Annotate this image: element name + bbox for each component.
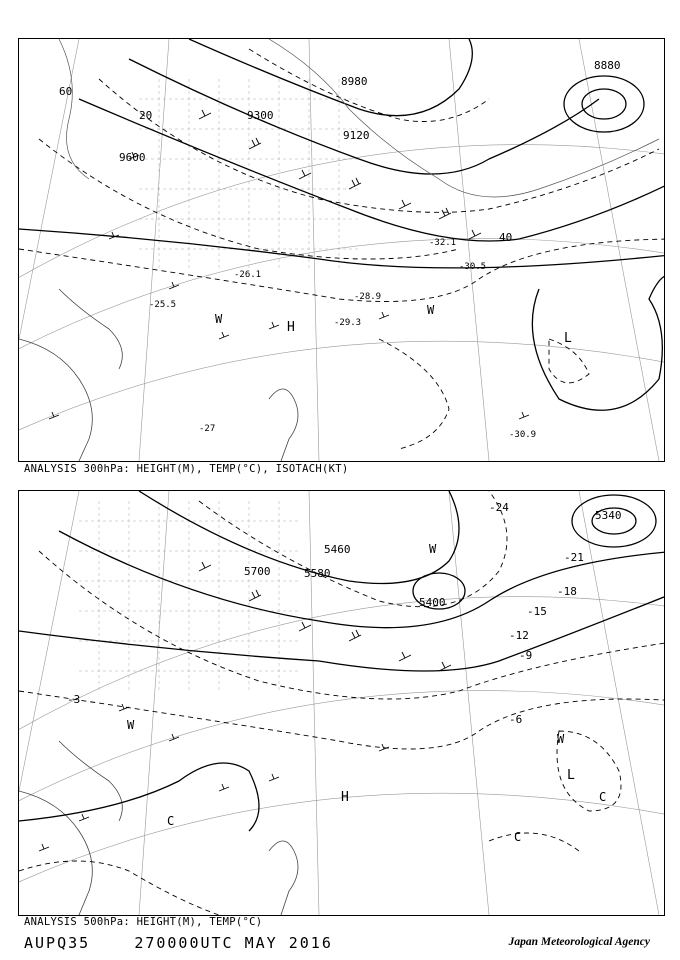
isotherms [19,49,664,449]
temp-label-7: -32.1 [429,238,457,248]
temp-contour-label-m3: -3 [67,693,81,706]
warm-marker-3: W [557,732,565,746]
isotach-label-20: 20 [139,109,153,122]
height-label-5340: 5340 [595,509,622,522]
height-label-9120: 9120 [343,129,370,142]
warm-marker-2: W [127,718,135,732]
map-labels-500 [67,501,622,844]
cold-marker-2: C [514,830,522,844]
temp-label-1: -27 [199,424,216,434]
height-label-8880: 8880 [594,59,621,72]
cold-marker-3: C [599,790,607,804]
map-300hpa-svg [19,39,664,461]
height-label-8980: 8980 [341,75,368,88]
cold-marker-1: C [167,814,175,828]
map-500hpa-svg [19,491,664,915]
temp-contour-label-m24: -24 [489,501,509,514]
coastline [19,289,298,461]
warm-marker-1: W [429,542,437,556]
temp-contour-label-m12: -12 [509,629,529,642]
high-pressure-marker: H [341,790,349,805]
chart-code: AUPQ35 [24,934,91,952]
chart-valid-time: 270000UTC MAY 2016 [134,934,333,952]
caption-500hpa: ANALYSIS 500hPa: HEIGHT(M), TEMP(°C) [24,916,263,928]
isotach-label-60: 60 [59,85,73,98]
map-panel-500hpa [18,490,665,916]
height-label-5580: 5580 [304,567,331,580]
high-pressure-marker: H [287,320,295,335]
temp-label-6: -29.3 [334,318,362,328]
caption-300hpa: ANALYSIS 300hPa: HEIGHT(M), TEMP(°C), ISOTACH(KT) [24,463,349,475]
grid-cells [139,79,359,269]
height-label-5700: 5700 [244,565,271,578]
low-pressure-marker: L [567,768,575,783]
height-contours [19,39,664,410]
temp-label-8: -30.5 [459,262,487,272]
temp-contour-label-m18: -18 [557,585,577,598]
temp-label-5: -30.9 [509,430,537,440]
grid-cells [79,501,299,691]
warm-marker-2: W [215,312,223,326]
temp-contour-label-m6: -6 [509,713,523,726]
coastline [19,741,298,915]
temp-label-2: -25.5 [149,300,177,310]
temp-label-4: -28.9 [354,292,382,302]
height-label-9600: 9600 [119,151,146,164]
temp-contour-label-m21: -21 [564,551,584,564]
agency-name: Japan Meteorological Agency [508,936,650,948]
temp-contour-label-m9: -9 [519,649,533,662]
low-pressure-marker: L [564,331,572,346]
height-label-9300: 9300 [247,109,274,122]
warm-marker-1: W [427,303,435,317]
map-labels-300 [59,59,621,440]
isotach-label-40: 40 [499,231,513,244]
map-panel-300hpa [18,38,665,462]
height-label-5400: 5400 [419,596,446,609]
chart-identifier [24,934,333,952]
temp-label-3: -26.1 [234,270,262,280]
height-label-5460: 5460 [324,543,351,556]
temp-contour-label-m15: -15 [527,605,547,618]
